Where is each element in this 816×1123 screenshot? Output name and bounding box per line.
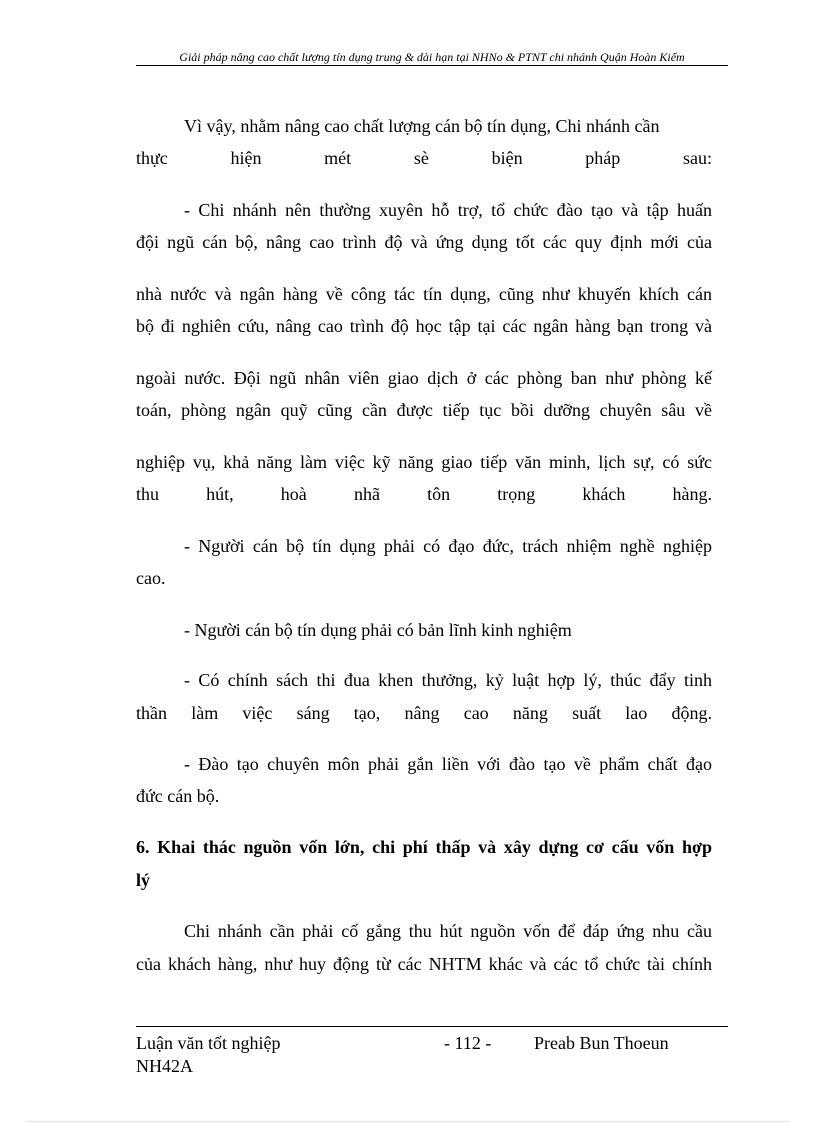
paragraph-line: đội ngũ cán bộ, nâng cao trình độ và ứng dụng tốt các quy định mới của xyxy=(136,232,712,252)
paragraph-line: Vì vậy, nhằm nâng cao chất lượng cán bộ tín dụng, Chi nhánh cần xyxy=(184,116,660,136)
footer-class-code: NH42A xyxy=(136,1056,193,1076)
paragraph-line: thu hút, hoà nhã tôn trọng khách hàng. xyxy=(136,484,712,504)
paragraph-line: toán, phòng ngân quỹ cũng cần được tiếp tục bồi dưỡng chuyên sâu về xyxy=(136,400,712,420)
section-heading: lý xyxy=(136,870,151,890)
page-number: - 112 - xyxy=(444,1033,492,1053)
footer-thesis-label: Luận văn tốt nghiệp xyxy=(136,1033,281,1053)
running-header: Giải pháp nâng cao chất lượng tín dụng trung & dài hạn tại NHNo & PTNT chi nhánh Quận Hoàn Kiếm xyxy=(136,50,728,66)
paragraph-line: ngoài nước. Đội ngũ nhân viên giao dịch ở các phòng ban như phòng kế xyxy=(136,368,712,388)
paragraph-line: - Đào tạo chuyên môn phải gắn liền với đào tạo về phẩm chất đạo xyxy=(184,754,712,774)
paragraph-line: của khách hàng, như huy động từ các NHTM khác và các tổ chức tài chính xyxy=(136,954,712,974)
paragraph-line: - Người cán bộ tín dụng phải có đạo đức, trách nhiệm nghề nghiệp xyxy=(184,536,712,556)
paragraph-line: thần làm việc sáng tạo, nâng cao năng suất lao động. xyxy=(136,703,712,723)
paragraph-line: nghiệp vụ, khả năng làm việc kỹ năng giao tiếp văn minh, lịch sự, có sức xyxy=(136,452,712,472)
paragraph-line: - Chi nhánh nên thường xuyên hỗ trợ, tổ chức đào tạo và tập huấn xyxy=(184,200,712,220)
paragraph-line: bộ đi nghiên cứu, nâng cao trình độ học tập tại các ngân hàng bạn trong và xyxy=(136,316,712,336)
paragraph-line: đức cán bộ. xyxy=(136,786,220,806)
page-edge xyxy=(28,1121,788,1122)
paragraph-line: thực hiện mét sè biện pháp sau: xyxy=(136,148,712,168)
section-heading: 6. Khai thác nguồn vốn lớn, chi phí thấp và xây dựng cơ cấu vốn hợp xyxy=(136,837,712,857)
paragraph-line: cao. xyxy=(136,568,166,588)
paragraph-line: - Có chính sách thi đua khen thưởng, kỷ luật hợp lý, thúc đẩy tinh xyxy=(184,670,712,690)
paragraph-line: - Người cán bộ tín dụng phải có bản lĩnh kinh nghiệm xyxy=(184,620,572,640)
paragraph-line: Chi nhánh cần phải cố gắng thu hút nguồn vốn để đáp ứng nhu cầu xyxy=(184,921,712,941)
footer-divider xyxy=(136,1026,728,1027)
paragraph-line: nhà nước và ngân hàng về công tác tín dụng, cũng như khuyến khích cán xyxy=(136,284,712,304)
footer-author: Preab Bun Thoeun xyxy=(534,1033,669,1053)
